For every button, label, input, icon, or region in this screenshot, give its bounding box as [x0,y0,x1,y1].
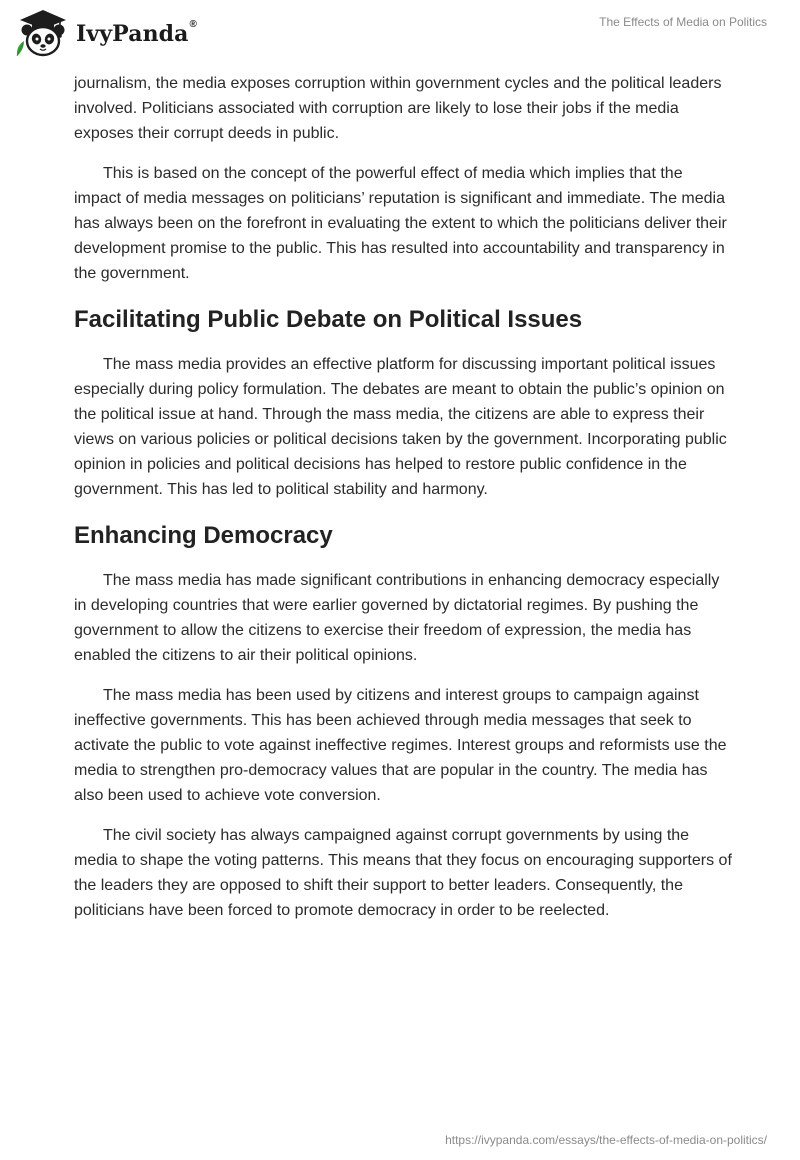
page-header [0,0,800,70]
registered-mark: ® [189,19,197,30]
paragraph: This is based on the concept of the powerful effect of media which implies that the impact of media messages on politicians’ reputation is significant and immediate. The media has always been on the forefront in evaluating the extent to which the politicians deliver their development promise to the public. This has resulted into accountability and transparency in the government. [74,165,727,282]
brand-name: IvyPanda® [76,19,197,47]
section-heading: Facilitating Public Debate on Political Issues [74,306,583,333]
section-heading: Enhancing Democracy [74,522,333,549]
paragraph: The mass media provides an effective platform for discussing important political issues especially during policy formulation. The debates are meant to obtain the public’s opinion on the political issue at hand. Through the mass media, the citizens are able to express their views on various policies or political decisions taken by the government. Incorporating public opinion in policies and political decisions has helped to restore public confidence in the government. This has led to political stability and harmony. [74,356,727,498]
paragraph: The mass media has been used by citizens and interest groups to campaign against ineffective governments. This has been achieved through media messages that seek to activate the public to vote against ineffective regimes. Interest groups and reformists use the media to strengthen pro-democracy values that are popular in the country. The media has also been used to achieve vote conversion. [74,687,727,804]
source-url[interactable]: https://ivypanda.com/essays/the-effects-of-media-on-politics/ [445,1133,767,1147]
document-title: The Effects of Media on Politics [599,15,767,29]
paragraph: The mass media has made significant contributions in enhancing democracy especially in developing countries that were earlier governed by dictatorial regimes. By pushing the government to allow the citizens to exercise their freedom of expression, the media has enabled the citizens to air their political opinions. [74,572,720,664]
essay-body [74,71,734,938]
ivypanda-logo[interactable] [14,8,197,58]
panda-graduate-icon [14,8,72,58]
paragraph: The civil society has always campaigned against corrupt governments by using the media to shape the voting patterns. This means that they focus on encouraging supporters of the leaders they are opposed to shift their support to better leaders. Consequently, the politicians have been forced to promote democracy in order to be reelected. [74,827,732,919]
paragraph: journalism, the media exposes corruption within government cycles and the political leaders involved. Politicians associated with corruption are likely to lose their jobs if the media exposes their corrupt deeds in public. [74,75,722,142]
